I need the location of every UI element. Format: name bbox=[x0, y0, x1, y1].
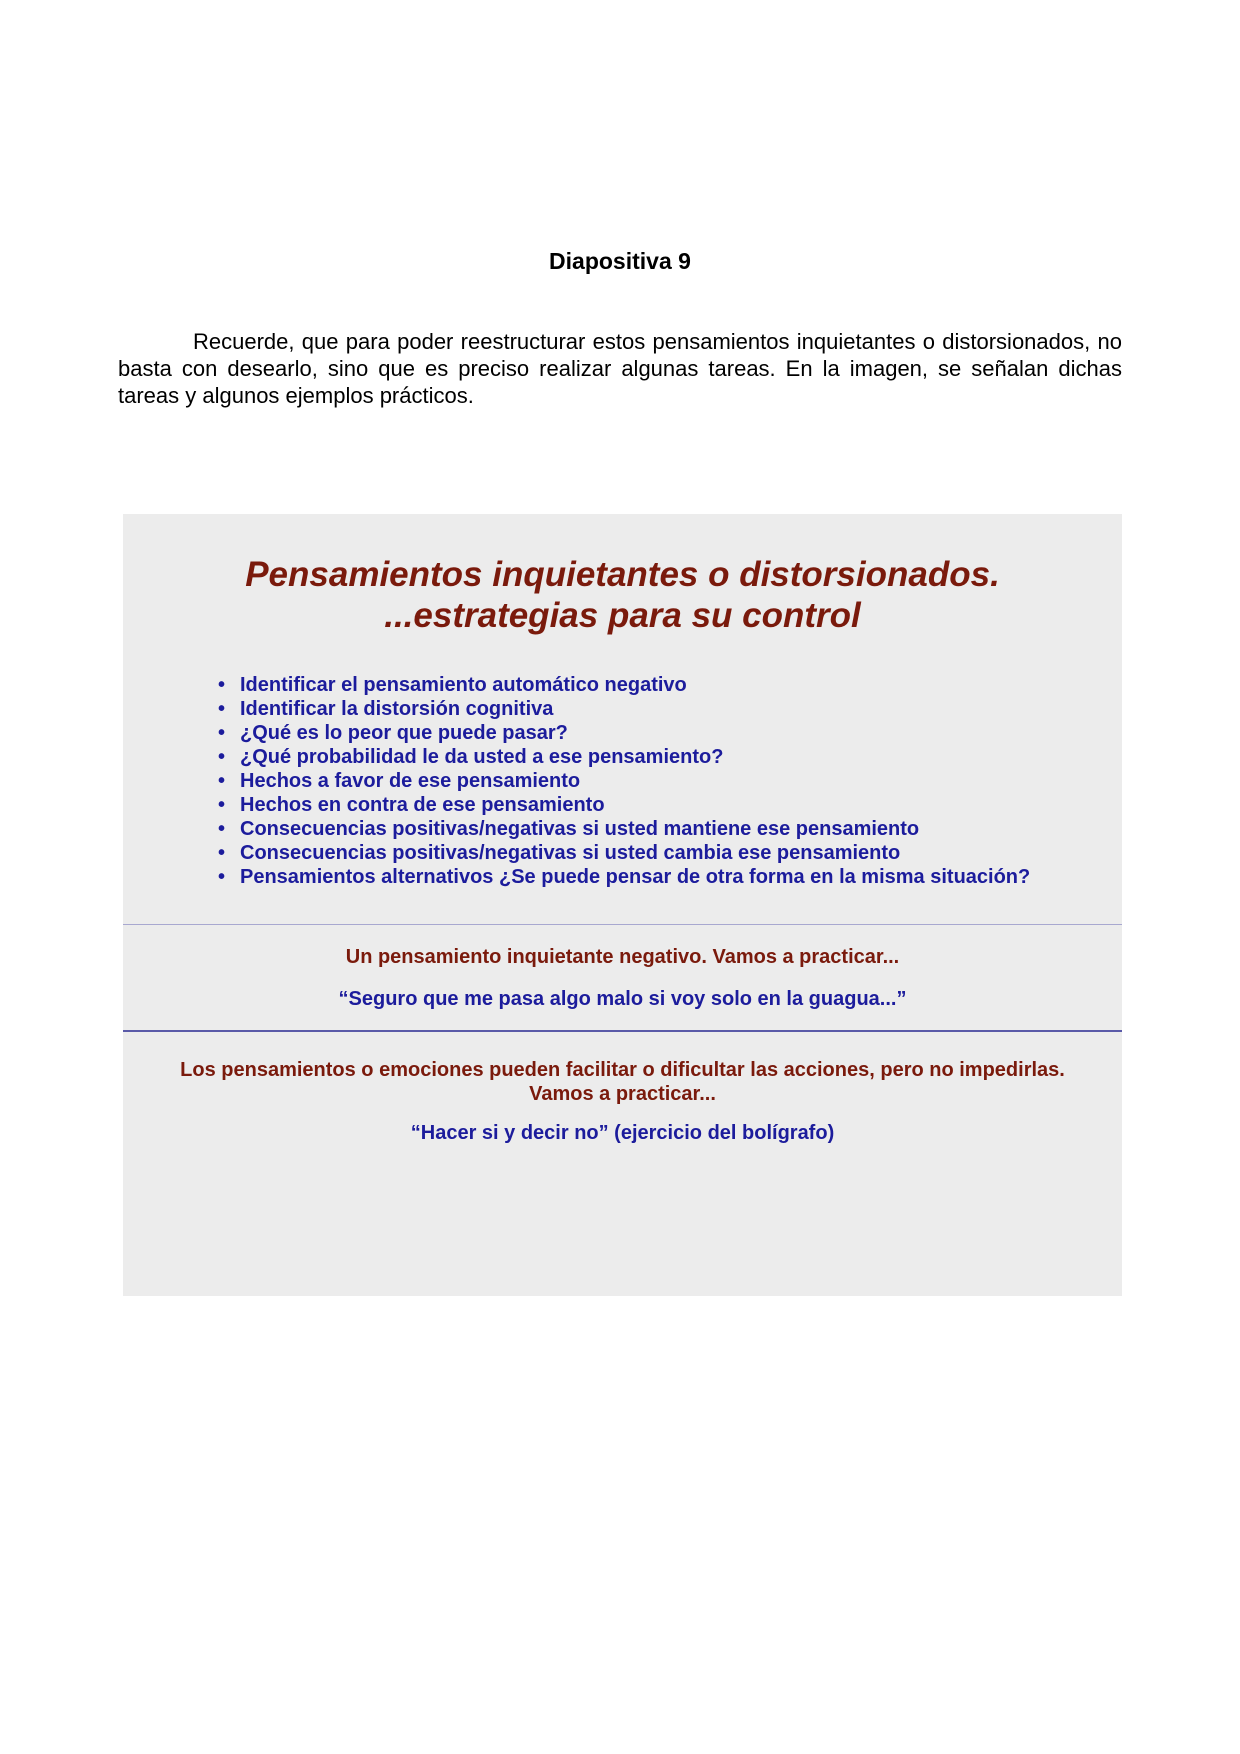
practice-quote-1: “Seguro que me pasa algo malo si voy solo en la guagua...” bbox=[338, 988, 907, 1010]
practice-quote-2: “Hacer si y decir no” (ejercicio del bolígrafo) bbox=[410, 1122, 835, 1144]
practice-prompt-1: Un pensamiento inquietante negativo. Vamos a practicar... bbox=[345, 946, 900, 968]
bullet-icon: • bbox=[218, 674, 226, 696]
list-item: • Pensamientos alternativos ¿Se puede pensar de otra forma en la misma situación? bbox=[218, 866, 1031, 888]
slide-title-line-2: ...estrategias para su control bbox=[384, 596, 861, 635]
slide-title-line-1: Pensamientos inquietantes o distorsionados. bbox=[245, 555, 1000, 594]
bullet-icon: • bbox=[218, 722, 226, 744]
list-item: • Hechos a favor de ese pensamiento bbox=[218, 770, 581, 792]
list-item: • Identificar la distorsión cognitiva bbox=[218, 698, 554, 720]
practice-prompt-2 bbox=[123, 1058, 1122, 1106]
list-item: • Consecuencias positivas/negativas si usted mantiene ese pensamiento bbox=[218, 818, 920, 840]
list-item: • Consecuencias positivas/negativas si usted cambia ese pensamiento bbox=[218, 842, 901, 864]
intro-paragraph: Recuerde, que para poder reestructurar estos pensamientos inquietantes o distorsionados, no basta con desearlo, sino que es preciso realizar algunas tareas. En la imagen, se señalan dichas tareas y algunos ejemplos prácticos. bbox=[118, 329, 1122, 408]
section-divider-1 bbox=[123, 924, 1122, 925]
page-heading: Diapositiva 9 bbox=[549, 248, 691, 274]
practice-prompt-2-line-1: Los pensamientos o emociones pueden facilitar o dificultar las acciones, pero no impedirlas. bbox=[180, 1059, 1065, 1081]
bullet-icon: • bbox=[218, 866, 226, 888]
bullet-icon: • bbox=[218, 770, 226, 792]
practice-prompt-2-line-2: Vamos a practicar... bbox=[529, 1083, 716, 1105]
list-item: • ¿Qué probabilidad le da usted a ese pensamiento? bbox=[218, 746, 724, 768]
strategies-list bbox=[218, 673, 1098, 889]
bullet-icon: • bbox=[218, 818, 226, 840]
bullet-icon: • bbox=[218, 746, 226, 768]
bullet-icon: • bbox=[218, 842, 226, 864]
bullet-icon: • bbox=[218, 698, 226, 720]
list-item: • ¿Qué es lo peor que puede pasar? bbox=[218, 722, 568, 744]
slide-title bbox=[123, 554, 1122, 636]
list-item: • Hechos en contra de ese pensamiento bbox=[218, 794, 605, 816]
bullet-icon: • bbox=[218, 794, 226, 816]
slide-image bbox=[123, 514, 1122, 1296]
section-divider-2 bbox=[123, 1030, 1122, 1032]
list-item: • Identificar el pensamiento automático negativo bbox=[218, 674, 687, 696]
